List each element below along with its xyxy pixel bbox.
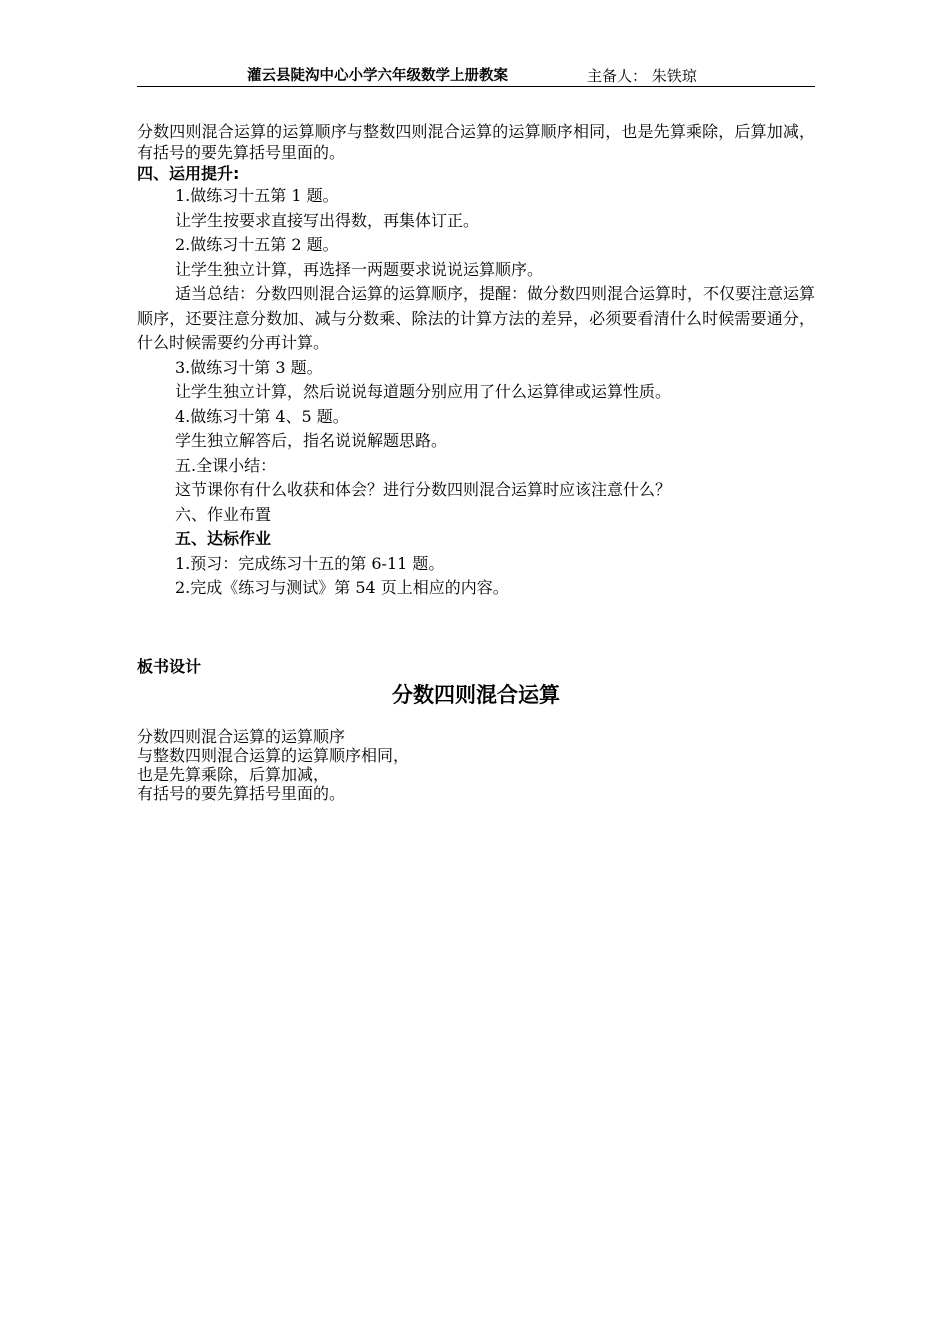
- board-content: [137, 727, 409, 803]
- list-item: 1.做练习十五第 1 题。: [175, 186, 339, 205]
- board-line: 分数四则混合运算的运算顺序: [137, 727, 346, 746]
- list-item: 3.做练习十第 3 题。: [175, 357, 323, 377]
- list-item: 让学生按要求直接写出得数，再集体订正。: [175, 210, 480, 230]
- list-item: 2.做练习十五第 2 题。: [175, 235, 339, 254]
- board-line: 与整数四则混合运算的运算顺序相同，: [137, 746, 410, 765]
- section-heading-homework: 五、达标作业: [175, 529, 272, 548]
- preparer-name: 主备人： 朱铁琼: [587, 67, 697, 85]
- list-item: 让学生独立计算，然后说说每道题分别应用了什么运算律或运算性质。: [175, 382, 672, 401]
- school-title: 灌云县陡沟中心小学六年级数学上册教案: [247, 68, 508, 84]
- intro-paragraph: 分数四则混合运算的运算顺序与整数四则混合运算的运算顺序相同，也是先算乘除，后算加减，有括号的要先算括号里面的。: [137, 122, 815, 162]
- section-heading-apply: 四、运用提升:: [137, 164, 240, 183]
- board-design-label: 板书设计: [137, 657, 202, 676]
- board-title: 分数四则混合运算: [392, 683, 560, 707]
- list-item: 五.全课小结：: [175, 455, 277, 475]
- list-item: 六、作业布置: [175, 504, 272, 524]
- lesson-body: [137, 121, 815, 601]
- board-line: 也是先算乘除，后算加减，: [137, 765, 330, 784]
- homework-item: 1.预习：完成练习十五的第 6-11 题。: [175, 553, 445, 573]
- page-header: [137, 66, 815, 87]
- homework-item: 2.完成《练习与测试》第 54 页上相应的内容。: [175, 578, 509, 597]
- board-line: 有括号的要先算括号里面的。: [137, 784, 346, 803]
- list-item: 让学生独立计算，再选择一两题要求说说运算顺序。: [175, 259, 544, 279]
- list-item: 4.做练习十第 4、5 题。: [175, 406, 349, 426]
- summary-paragraph: 适当总结：分数四则混合运算的运算顺序，提醒：做分数四则混合运算时，不仅要注意运算顺序，还要注意分数加、减与分数乘、除法的计算方法的差异，必须要看清什么时候需要通分，什么时候需要约分再计算。: [137, 284, 816, 352]
- list-item: 学生独立解答后，指名说说解题思路。: [175, 431, 448, 450]
- list-item: 这节课你有什么收获和体会？进行分数四则混合运算时应该注意什么？: [175, 480, 672, 499]
